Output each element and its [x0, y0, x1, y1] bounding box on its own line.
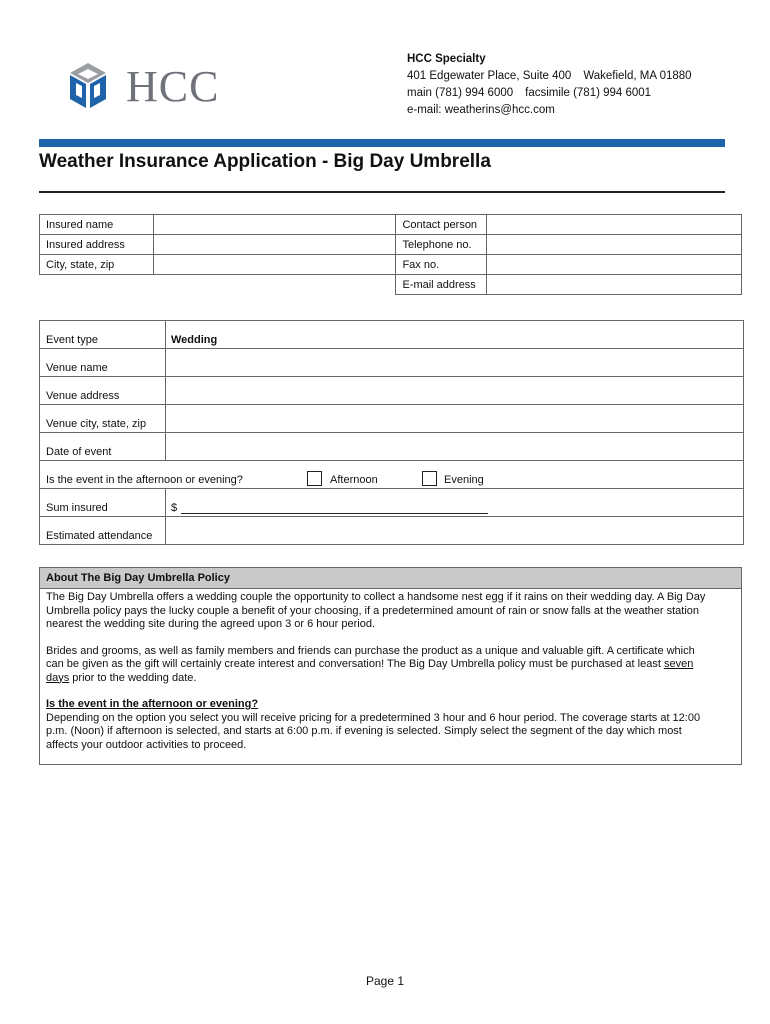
page-title: Weather Insurance Application - Big Day Umbrella: [39, 151, 491, 172]
hcc-cube-logo-icon: [66, 61, 110, 111]
time-of-day-question: Is the event in the afternoon or evening?: [46, 474, 243, 486]
contact-person-label: Contact person: [396, 215, 487, 235]
emphasis-seven: seven: [663, 658, 694, 670]
column-divider: [165, 377, 166, 404]
evening-checkbox[interactable]: [422, 471, 437, 486]
email-line: e-mail: weatherins@hcc.com: [407, 104, 555, 116]
about-policy-box: [39, 567, 742, 765]
address-line: [407, 68, 692, 85]
event-type-row: [40, 321, 743, 348]
insured-address-field[interactable]: [153, 235, 396, 255]
about-heading: About The Big Day Umbrella Policy: [40, 568, 741, 589]
event-table: [39, 320, 744, 545]
title-rule: [39, 191, 725, 193]
text-line: prior to the wedding date.: [69, 671, 197, 684]
about-paragraph-1: [46, 591, 735, 632]
about-paragraph-2: [46, 645, 735, 686]
fax-phone: facsimile (781) 994 6001: [525, 87, 652, 99]
text-line: p.m. (Noon) if afternoon is selected, and starts at 6:00 p.m. if evening is selected. Simply select the segment of the day which most: [46, 725, 682, 737]
text-line: affects your outdoor activities to proceed.: [46, 738, 247, 751]
contact-table: [39, 214, 742, 295]
insured-address-label: Insured address: [40, 235, 154, 255]
sum-insured-field[interactable]: [181, 513, 488, 514]
venue-name-label: Venue name: [46, 362, 108, 374]
event-type-label: Event type: [46, 334, 98, 346]
venue-address-row[interactable]: [40, 376, 743, 404]
column-divider: [165, 321, 166, 348]
column-divider: [165, 349, 166, 376]
time-of-day-row: [40, 460, 743, 488]
sum-insured-label: Sum insured: [46, 502, 108, 514]
event-type-value[interactable]: Wedding: [171, 334, 218, 346]
event-date-label: Date of event: [46, 446, 112, 458]
column-divider: [165, 433, 166, 460]
header-rule: [39, 139, 725, 147]
fax-label: Fax no.: [396, 255, 487, 275]
contact-person-field[interactable]: [487, 215, 742, 235]
text-line: Brides and grooms, as well as family members and friends can purchase the product as a unique and valuable gift. A certificate which: [46, 644, 695, 657]
company-address-block: [407, 51, 692, 119]
city-state-zip-label: City, state, zip: [40, 255, 154, 275]
street-address: 401 Edgewater Place, Suite 400: [407, 70, 572, 82]
text-line: Umbrella policy pays the lucky couple a benefit of your choosing, if a predetermined amount of rain or snow falls at the weather station: [46, 604, 700, 617]
venue-city-label: Venue city, state, zip: [46, 418, 147, 430]
spacer-cell: [153, 275, 396, 295]
afternoon-checkbox[interactable]: [307, 471, 322, 486]
emphasis-days: days: [46, 671, 70, 684]
main-phone: main (781) 994 6000: [407, 87, 514, 99]
email-label: E-mail address: [396, 275, 487, 295]
phone-line: [407, 85, 692, 102]
about-body: [40, 589, 741, 752]
about-paragraph-3: [46, 712, 735, 753]
insured-name-label: Insured name: [40, 215, 154, 235]
telephone-field[interactable]: [487, 235, 742, 255]
city-state-zip-field[interactable]: [153, 255, 396, 275]
venue-address-label: Venue address: [46, 390, 120, 402]
text-line: The Big Day Umbrella offers a wedding couple the opportunity to collect a handsome nest egg if it rains on their wedding day. A Big Day: [46, 591, 706, 603]
attendance-label: Estimated attendance: [46, 530, 153, 542]
about-subheading: Is the event in the afternoon or evening?: [46, 698, 259, 710]
attendance-row[interactable]: [40, 516, 743, 544]
text-line: Depending on the option you select you will receive pricing for a predetermined 3 hour and 6 hour period. The coverage starts at 12:00: [46, 711, 701, 724]
spacer-cell: [40, 275, 154, 295]
logo-wordmark: HCC: [126, 62, 220, 111]
company-name: HCC Specialty: [407, 53, 486, 65]
email-field[interactable]: [487, 275, 742, 295]
column-divider: [165, 405, 166, 432]
city-address: Wakefield, MA 01880: [583, 70, 692, 82]
afternoon-label: Afternoon: [330, 474, 378, 486]
evening-label: Evening: [444, 474, 484, 486]
company-logo: [66, 60, 226, 112]
page-number: Page 1: [365, 974, 405, 988]
sum-insured-row: [40, 488, 743, 516]
insured-name-field[interactable]: [153, 215, 396, 235]
venue-city-row[interactable]: [40, 404, 743, 432]
text-line: nearest the wedding site during the agreed upon 3 or 6 hour period.: [46, 618, 376, 630]
telephone-label: Telephone no.: [396, 235, 487, 255]
fax-field[interactable]: [487, 255, 742, 275]
currency-symbol: $: [171, 502, 178, 514]
column-divider: [165, 489, 166, 516]
venue-name-row[interactable]: [40, 348, 743, 376]
column-divider: [165, 517, 166, 544]
event-date-row[interactable]: [40, 432, 743, 460]
text-line: can be given as the gift will certainly create interest and conversation! The Big Day Umbrella policy must be purchased at least: [46, 658, 664, 670]
